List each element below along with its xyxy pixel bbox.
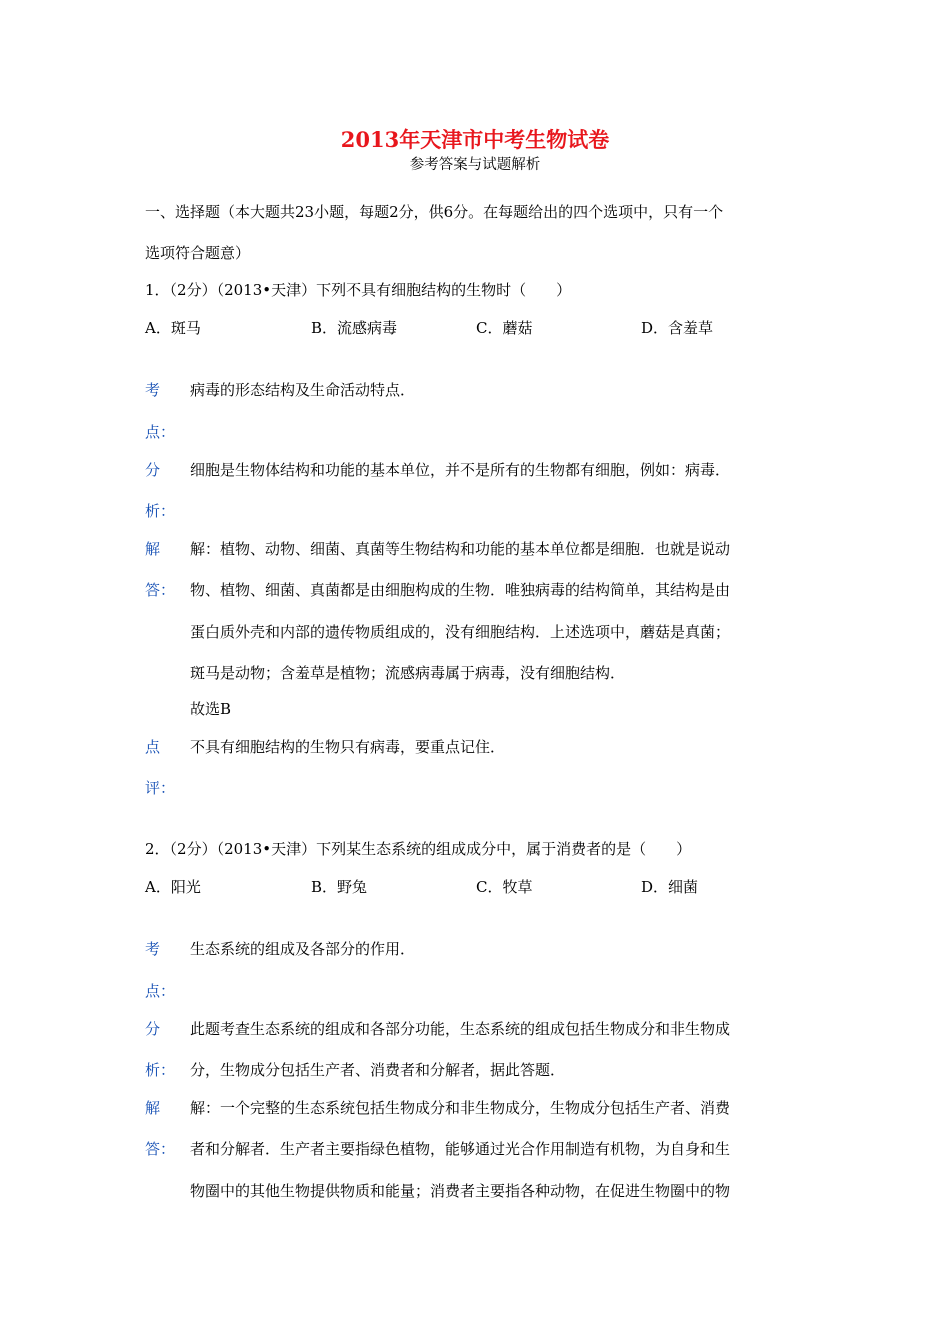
document-subtitle: 参考答案与试题解析 xyxy=(409,157,541,173)
q1-jieda-label-2: 答： xyxy=(145,581,176,599)
q2-fenxi-line-1: 此题考查生态系统的组成和各部分功能，生态系统的组成包括生物成分和非生物成 xyxy=(190,1020,731,1038)
q2-jieda-label-1: 解 xyxy=(145,1099,161,1117)
q1-dianping-label-1: 点 xyxy=(145,738,161,756)
q2-fenxi-line-2: 分，生物成分包括生产者、消费者和分解者，据此答题． xyxy=(190,1061,566,1079)
q1-jieda-label-1: 解 xyxy=(145,540,161,558)
question-1-option-c: C．蘑菇 xyxy=(476,319,533,337)
q1-kaodian-label-1: 考 xyxy=(145,381,161,399)
q2-fenxi-label-2: 析： xyxy=(145,1061,176,1079)
question-2-stem: 2．（2分）（2013•天津）下列某生态系统的组成成分中，属于消费者的是（ ） xyxy=(145,840,692,858)
question-1-option-b: B．流感病毒 xyxy=(311,319,398,337)
q2-jieda-line-1: 解：一个完整的生态系统包括生物成分和非生物成分，生物成分包括生产者、消费 xyxy=(190,1099,731,1117)
question-2-option-d: D．细菌 xyxy=(641,878,699,896)
q1-fenxi-text: 细胞是生物体结构和功能的基本单位，并不是所有的生物都有细胞，例如：病毒． xyxy=(190,461,731,479)
q1-fenxi-label-1: 分 xyxy=(145,461,161,479)
q1-dianping-text: 不具有细胞结构的生物只有病毒，要重点记住． xyxy=(190,738,506,756)
q2-fenxi-label-1: 分 xyxy=(145,1020,161,1038)
q2-jieda-line-3: 物圈中的其他生物提供物质和能量；消费者主要指各种动物，在促进生物圈中的物 xyxy=(190,1182,731,1200)
q1-fenxi-label-2: 析： xyxy=(145,502,176,520)
q2-kaodian-label-2: 点： xyxy=(145,982,176,1000)
document-title: 2013年天津市中考生物试卷 xyxy=(340,127,610,152)
question-1-stem: 1．（2分）（2013•天津）下列不具有细胞结构的生物时（ ） xyxy=(145,281,572,299)
q1-dianping-label-2: 评： xyxy=(145,779,176,797)
q1-jieda-line-5: 故选B xyxy=(190,700,232,718)
q2-kaodian-text: 生态系统的组成及各部分的作用． xyxy=(190,940,416,958)
q1-kaodian-label-2: 点： xyxy=(145,423,176,441)
q1-jieda-line-3: 蛋白质外壳和内部的遗传物质组成的，没有细胞结构．上述选项中，蘑菇是真菌； xyxy=(190,623,731,641)
section-heading-line-1: 一、选择题（本大题共23小题，每题2分，供6分。在每题给出的四个选项中，只有一个 xyxy=(145,203,724,221)
q1-kaodian-text: 病毒的形态结构及生命活动特点． xyxy=(190,381,416,399)
question-2-option-c: C．牧草 xyxy=(476,878,533,896)
question-1-option-a: A．斑马 xyxy=(145,319,201,337)
q1-jieda-line-4: 斑马是动物；含羞草是植物；流感病毒属于病毒，没有细胞结构． xyxy=(190,664,626,682)
question-2-option-a: A．阳光 xyxy=(145,878,201,896)
section-heading-line-2: 选项符合题意） xyxy=(145,244,251,262)
q2-kaodian-label-1: 考 xyxy=(145,940,161,958)
question-1-option-d: D．含羞草 xyxy=(641,319,714,337)
q1-jieda-line-1: 解：植物、动物、细菌、真菌等生物结构和功能的基本单位都是细胞．也就是说动 xyxy=(190,540,731,558)
question-2-option-b: B．野兔 xyxy=(311,878,368,896)
q1-jieda-line-2: 物、植物、细菌、真菌都是由细胞构成的生物．唯独病毒的结构简单，其结构是由 xyxy=(190,581,731,599)
q2-jieda-label-2: 答： xyxy=(145,1140,176,1158)
q2-jieda-line-2: 者和分解者．生产者主要指绿色植物，能够通过光合作用制造有机物，为自身和生 xyxy=(190,1140,731,1158)
